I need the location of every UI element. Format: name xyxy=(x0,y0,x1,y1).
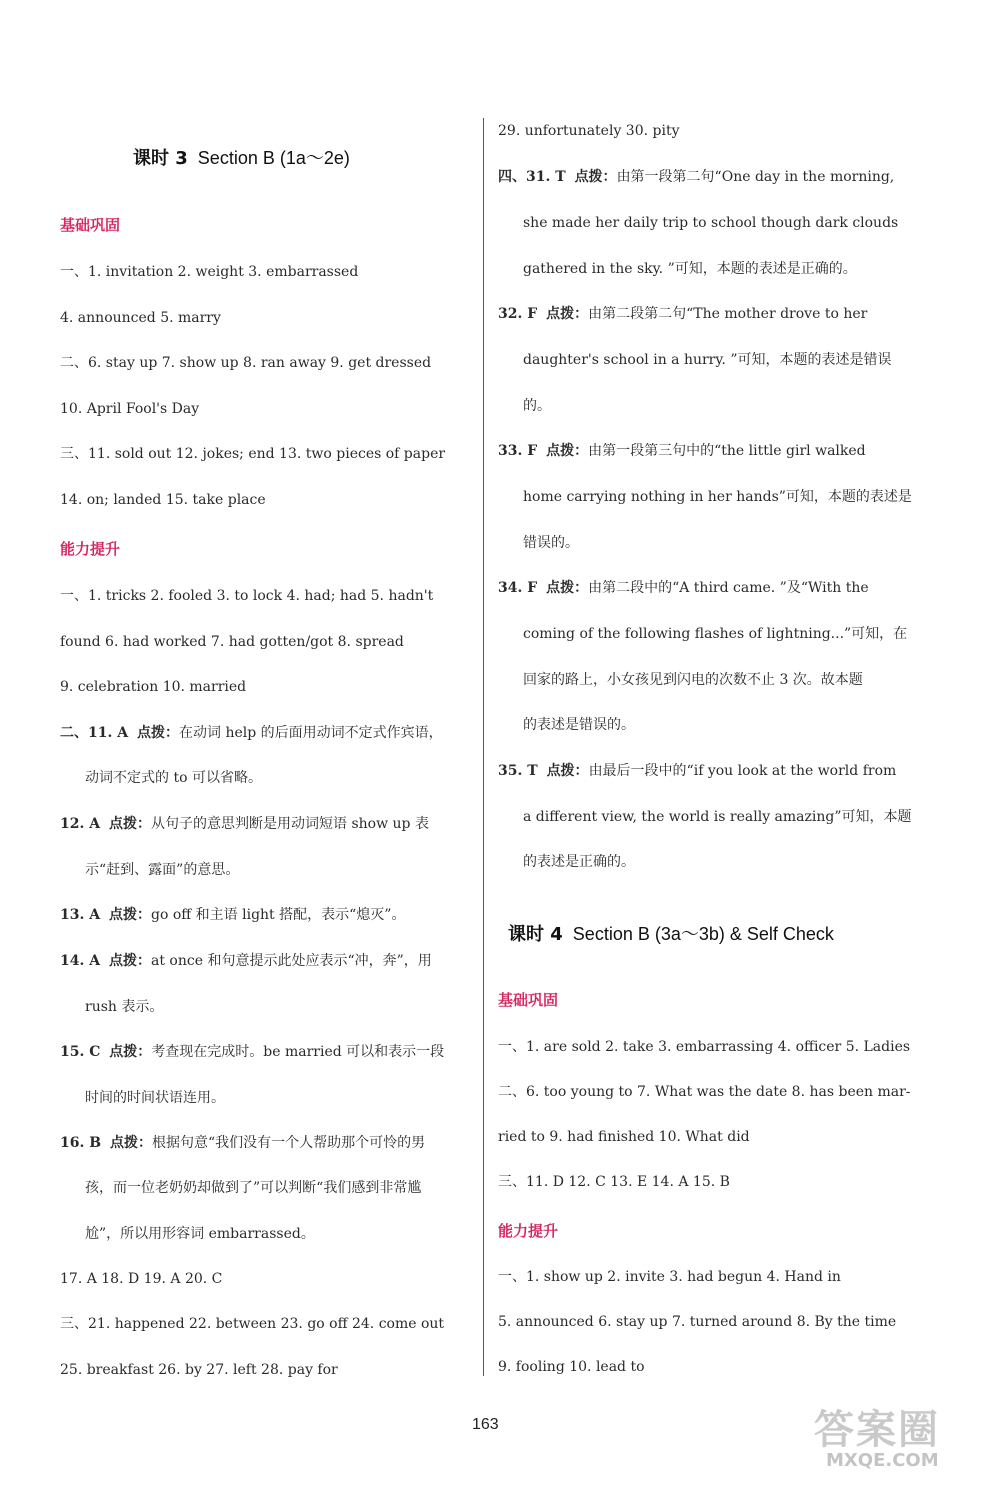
question-number: 四、31. T xyxy=(498,169,566,185)
question-number: 13. A xyxy=(60,907,101,923)
answer-line: 14. on; landed 15. take place xyxy=(60,492,266,508)
question-number: 16. B xyxy=(60,1135,102,1151)
answer-line: 25. breakfast 26. by 27. left 28. pay for xyxy=(60,1362,338,1378)
question-number: 14. A xyxy=(60,953,101,969)
answer-line: 4. announced 5. marry xyxy=(60,310,221,326)
question-number: 12. A xyxy=(60,816,101,832)
answer-line: found 6. had worked 7. had gotten/got 8. spread xyxy=(60,634,404,650)
hint-label: 点拨： xyxy=(546,306,589,322)
watermark-logo xyxy=(814,1398,984,1488)
hint-label: 点拨： xyxy=(574,169,617,185)
hint-text: 从句子的意思判断是用动词短语 show up 表 xyxy=(151,816,429,832)
question-number: 15. C xyxy=(60,1044,101,1060)
answer-line: 9. celebration 10. married xyxy=(60,679,247,695)
hint-continuation: she made her daily trip to school though dark clouds xyxy=(523,215,899,231)
hint-label: 点拨： xyxy=(109,816,151,832)
answer-line: 一、1. show up 2. invite 3. had begun 4. Hand in xyxy=(498,1269,841,1285)
answer-line: 一、1. tricks 2. fooled 3. to lock 4. had; had 5. hadn't xyxy=(60,588,434,604)
answer-line: 二、6. too young to 7. What was the date 8. has been mar- xyxy=(498,1084,911,1100)
lesson-4-title-en: Section B (3a～3b) & Self Check xyxy=(572,924,834,944)
section-heading-advanced: 能力提升 xyxy=(60,540,121,558)
hint-text: at once 和句意提示此处应表示“冲，奔”，用 xyxy=(151,953,432,969)
hint-label: 点拨： xyxy=(109,1135,152,1151)
hint-label: 点拨： xyxy=(546,443,589,459)
hint-continuation: a different view, the world is really amazing”可知，本题 xyxy=(523,809,912,825)
hint-label: 点拨： xyxy=(137,725,179,741)
question-number: 32. F xyxy=(498,306,538,322)
watermark-url: MXQE.COM xyxy=(826,1450,939,1471)
lesson-3-title-zh: 课时 3 xyxy=(133,148,188,169)
answer-line: 5. announced 6. stay up 7. turned around 8. By the time xyxy=(498,1314,897,1330)
answer-line: 二、6. stay up 7. show up 8. ran away 9. get dressed xyxy=(60,355,432,371)
page-number: 163 xyxy=(472,1416,499,1433)
hint-continuation: coming of the following flashes of lightning...”可知，在 xyxy=(523,626,908,642)
lesson-3-title xyxy=(133,144,350,170)
hint-continuation: gathered in the sky. ”可知，本题的表述是正确的。 xyxy=(523,261,857,277)
answer-line: 三、21. happened 22. between 23. go off 24. come out xyxy=(60,1316,445,1332)
hint-label: 点拨： xyxy=(546,580,589,596)
answer-line: 一、1. are sold 2. take 3. embarrassing 4. officer 5. Ladies xyxy=(498,1039,911,1055)
answer-line: 29. unfortunately 30. pity xyxy=(498,123,680,139)
hint-continuation: home carrying nothing in her hands”可知，本题的表述是 xyxy=(523,489,912,505)
hint-text: 根据句意“我们没有一个人帮助那个可怜的男 xyxy=(151,1135,426,1151)
explained-answer xyxy=(60,723,443,743)
question-number: 33. F xyxy=(498,443,538,459)
hint-continuation: 孩，而一位老奶奶却做到了”可以判断“我们感到非常尴 xyxy=(85,1180,422,1196)
hint-text: 在动词 help 的后面用动词不定式作宾语， xyxy=(179,725,443,741)
explained-answer xyxy=(60,814,429,834)
explained-answer xyxy=(498,167,894,187)
hint-continuation: 时间的时间状语连用。 xyxy=(85,1090,225,1106)
explained-answer xyxy=(498,304,867,324)
hint-text: 由第二段第二句“The mother drove to her xyxy=(588,306,868,322)
answer-line: 三、11. sold out 12. jokes; end 13. two pieces of paper xyxy=(60,446,446,462)
answer-line: 17. A 18. D 19. A 20. C xyxy=(60,1271,223,1287)
explained-answer xyxy=(60,951,432,971)
watermark-main-text: 答案圈 xyxy=(814,1407,940,1453)
hint-continuation: 回家的路上，小女孩见到闪电的次数不止 3 次。故本题 xyxy=(523,672,863,688)
hint-text: 由最后一段中的“if you look at the world from xyxy=(588,763,897,779)
section-heading-advanced: 能力提升 xyxy=(498,1222,559,1240)
hint-label: 点拨： xyxy=(109,953,151,969)
explained-answer xyxy=(60,1042,444,1062)
hint-label: 点拨： xyxy=(109,1044,152,1060)
hint-continuation: 的表述是正确的。 xyxy=(523,854,635,870)
hint-text: go off 和主语 light 搭配，表示“熄灭”。 xyxy=(151,907,406,923)
hint-continuation: 错误的。 xyxy=(523,535,579,551)
answer-line: ried to 9. had finished 10. What did xyxy=(498,1129,750,1145)
answer-line: 10. April Fool's Day xyxy=(60,401,200,417)
question-number: 35. T xyxy=(498,763,538,779)
section-heading-basic: 基础巩固 xyxy=(60,216,121,234)
hint-continuation: 的表述是错误的。 xyxy=(523,717,635,733)
hint-text: 由第二段中的“A third came. ”及“With the xyxy=(588,580,869,596)
question-number: 34. F xyxy=(498,580,538,596)
answer-line: 一、1. invitation 2. weight 3. embarrassed xyxy=(60,264,359,280)
answer-line: 9. fooling 10. lead to xyxy=(498,1359,645,1375)
explained-answer xyxy=(498,441,866,461)
explained-answer xyxy=(498,761,896,781)
hint-text: 由第一段第三句中的“the little girl walked xyxy=(588,443,866,459)
hint-continuation: daughter's school in a hurry. ”可知，本题的表述是错误 xyxy=(523,352,892,368)
hint-label: 点拨： xyxy=(109,907,151,923)
lesson-4-title xyxy=(508,920,834,946)
explained-answer xyxy=(60,905,405,925)
column-divider xyxy=(483,118,484,1376)
question-number: 二、11. A xyxy=(60,725,129,741)
hint-text: 由第一段第二句“One day in the morning, xyxy=(616,169,895,185)
explained-answer xyxy=(498,578,869,598)
lesson-4-title-zh: 课时 4 xyxy=(508,924,563,945)
hint-continuation: 的。 xyxy=(523,398,551,414)
hint-continuation: 动词不定式的 to 可以省略。 xyxy=(85,770,262,786)
hint-continuation: rush 表示。 xyxy=(85,999,164,1015)
hint-label: 点拨： xyxy=(546,763,589,779)
section-heading-basic: 基础巩固 xyxy=(498,991,559,1009)
answer-line: 三、11. D 12. C 13. E 14. A 15. B xyxy=(498,1174,730,1190)
hint-continuation: 尬”，所以用形容词 embarrassed。 xyxy=(85,1226,315,1242)
hint-continuation: 示“赶到、露面”的意思。 xyxy=(85,862,240,878)
lesson-3-title-en: Section B (1a～2e) xyxy=(197,148,350,168)
explained-answer xyxy=(60,1133,425,1153)
hint-text: 考查现在完成时。be married 可以和表示一段 xyxy=(151,1044,445,1060)
